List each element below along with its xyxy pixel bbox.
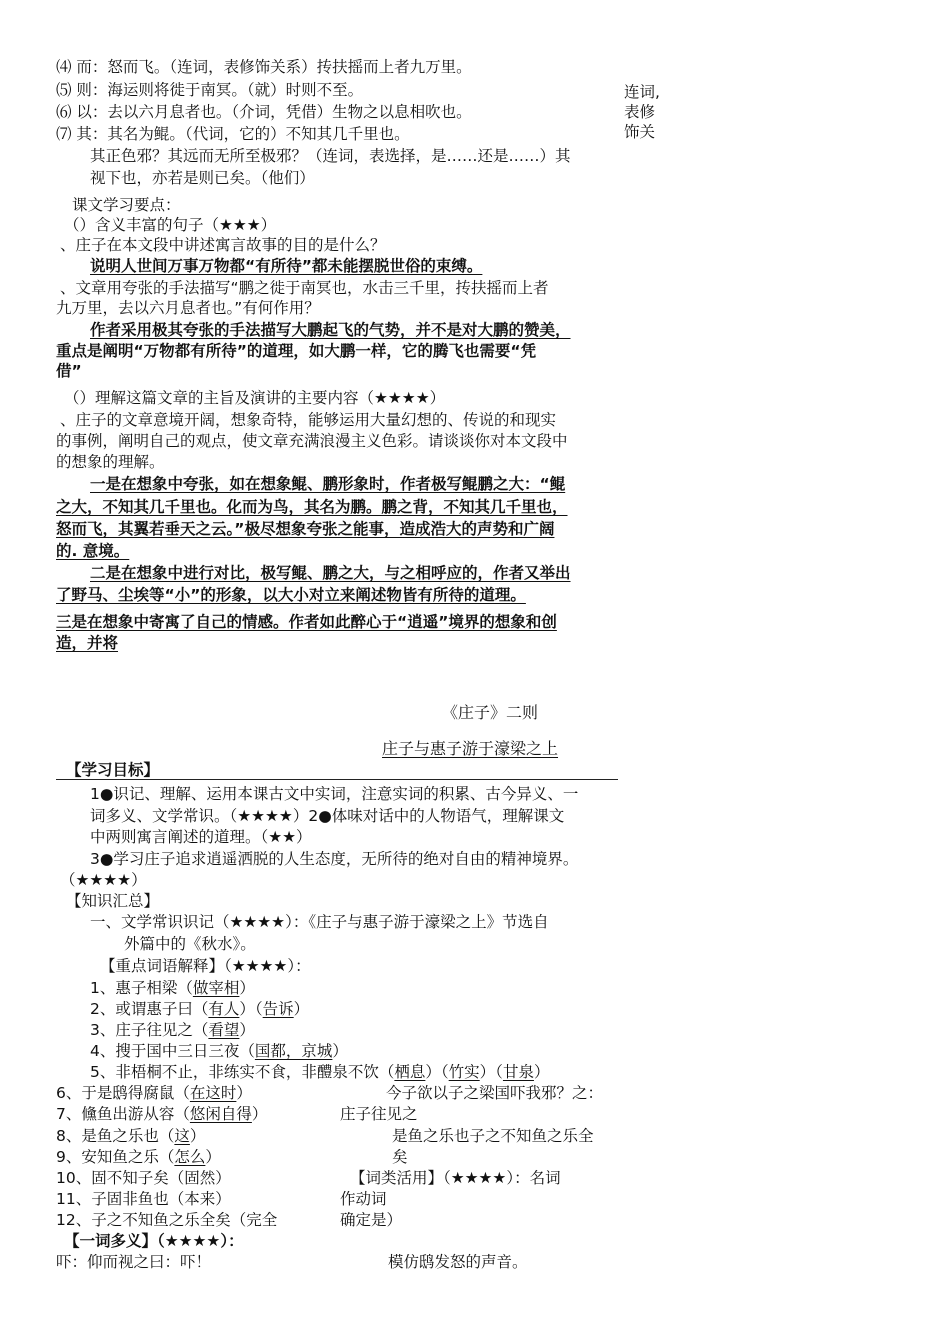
literature-line-1: 一、文学常识识记（★★★★）：《庄子与惠子游于濠梁之上》节选自 xyxy=(90,913,549,931)
section-title-1: （）含义丰富的句子（★★★） xyxy=(64,216,277,234)
word-item-11: 11、子固非鱼也（本来） xyxy=(56,1190,231,1208)
word-item-5: 5、非梧桐不止，非练实不食，非醴泉不饮（栖息）（竹实）（甘泉） xyxy=(90,1063,550,1081)
polysemy-heading: 【一词多义】（★★★★）： xyxy=(64,1232,244,1250)
right-col-line-6: 作动词 xyxy=(340,1190,387,1208)
side-note-3: 饰关 xyxy=(624,123,656,141)
word-item-3: 3、庄子往见之（看望） xyxy=(90,1021,255,1039)
text-line-qi-2: 其正色邪？其远而无所至极邪？（连词，表选择，是……还是……）其 xyxy=(90,147,571,165)
answer-3-line-4: 的. 意境。 xyxy=(56,542,130,560)
goal-line-4: 3●学习庄子追求逍遥洒脱的人生态度，无所待的绝对自由的精神境界。 xyxy=(90,850,579,868)
word-item-1: 1、惠子相梁（做宰相） xyxy=(90,979,255,997)
question-1: 、庄子在本文段中讲述寓言故事的目的是什么？ xyxy=(60,236,386,254)
key-words-heading: 【重点词语解释】（★★★★）： xyxy=(100,957,311,975)
question-3-line-1: 、庄子的文章意境开阔，想象奇特，能够运用大量幻想的、传说的和现实 xyxy=(60,411,557,429)
word-item-6: 6、于是鸱得腐鼠（在这时） xyxy=(56,1084,252,1102)
answer-3-line-2: 之大，不知其几千里也。化而为鸟，其名为鹏。鹏之背，不知其几千里也， xyxy=(56,498,568,516)
divider-line xyxy=(56,779,618,780)
answer-2-line-1: 作者采用极其夸张的手法描写大鹏起飞的气势，并不是对大鹏的赞美， xyxy=(90,321,571,339)
answer-5-line-2: 造，并将 xyxy=(56,634,119,652)
word-item-12: 12、子之不知鱼之乐全矣（完全 xyxy=(56,1211,278,1229)
right-col-line-2: 庄子往见之 xyxy=(340,1105,418,1123)
text-line-qi-3: 视下也，亦若是则已矣。（他们） xyxy=(90,169,315,187)
knowledge-heading: 【知识汇总】 xyxy=(66,892,160,910)
word-item-7: 7、儵鱼出游从容（悠闲自得） xyxy=(56,1105,268,1123)
right-col-line-4: 矣 xyxy=(392,1148,408,1166)
text-line-qi: ⑺ 其：其名为鲲。（代词，它的）不知其几千里也。 xyxy=(56,125,410,143)
lesson-subtitle: 庄子与惠子游于濠梁之上 xyxy=(382,739,559,758)
literature-line-2: 外篇中的《秋水》。 xyxy=(124,935,256,953)
text-line-ze: ⑸ 则：海运则将徙于南冥。（就）时则不至。 xyxy=(56,81,364,99)
polysemy-line-1: 吓：仰而视之曰：吓！ xyxy=(56,1253,212,1271)
section-title-2: （）理解这篇文章的主旨及演讲的主要内容（★★★★） xyxy=(64,389,446,407)
goal-line-2: 词多义、文学常识。（★★★★）2●体味对话中的人物语气，理解课文 xyxy=(90,807,565,825)
answer-3-line-1: 一是在想象中夸张，如在想象鲲、鹏形象时，作者极写鲲鹏之大：“鲲 xyxy=(90,475,566,493)
study-heading: 课文学习要点： xyxy=(72,196,181,214)
goal-line-5: （★★★★） xyxy=(60,871,147,889)
answer-2-line-2: 重点是阐明“万物都有所待”的道理，如大鹏一样，它的腾飞也需要“凭 xyxy=(56,342,537,360)
right-col-line-1: 今子欲以子之梁国吓我邪？之： xyxy=(386,1084,604,1102)
goal-line-1: 1●识记、理解、运用本课古文中实词，注意实词的积累、古今异义、一 xyxy=(90,785,579,803)
side-note-2: 表修 xyxy=(624,103,656,121)
goal-line-3: 中两则寓言阐述的道理。（★★） xyxy=(90,828,312,846)
text-line-yi: ⑹ 以：去以六月息者也。（介词，凭借）生物之以息相吹也。 xyxy=(56,103,472,121)
answer-3-line-3: 怒而飞，其翼若垂天之云。”极尽想象夸张之能事，造成浩大的声势和广阔 xyxy=(56,520,555,538)
answer-1: 说明人世间万事万物都“有所待”都未能摆脱世俗的束缚。 xyxy=(90,257,483,275)
right-col-line-7: 确定是） xyxy=(340,1211,403,1229)
question-3-line-2: 的事例，阐明自己的观点，使文章充满浪漫主义色彩。请谈谈你对本文段中 xyxy=(56,432,568,450)
answer-2-line-3: 借” xyxy=(56,362,82,380)
word-item-9: 9、安知鱼之乐（怎么） xyxy=(56,1148,221,1166)
polysemy-right-1: 模仿鸱发怒的声音。 xyxy=(388,1253,528,1271)
answer-4-line-2: 了野马、尘埃等“小”的形象，以大小对立来阐述物皆有所待的道理。 xyxy=(56,586,526,604)
question-2-line-1: 、文章用夸张的手法描写“鹏之徙于南冥也，水击三千里，抟扶摇而上者 xyxy=(60,279,549,297)
word-item-2: 2、或谓惠子曰（有人）（告诉） xyxy=(90,1000,310,1018)
right-col-line-3: 是鱼之乐也子之不知鱼之乐全 xyxy=(392,1127,594,1145)
question-3-line-3: 的想象的理解。 xyxy=(56,453,165,471)
text-line-er: ⑷ 而：怒而飞。（连词，表修饰关系）抟扶摇而上者九万里。 xyxy=(56,58,472,76)
part-of-speech-heading: 【词类活用】（★★★★）：名词 xyxy=(350,1169,561,1187)
answer-5-line-1: 三是在想象中寄寓了自己的情感。作者如此醉心于“逍遥”境界的想象和创 xyxy=(56,613,557,631)
word-item-8: 8、是鱼之乐也（这） xyxy=(56,1127,206,1145)
answer-4-line-1: 二是在想象中进行对比，极写鲲、鹏之大，与之相呼应的，作者又举出 xyxy=(90,564,571,582)
lesson-title: 《庄子》二则 xyxy=(442,703,539,722)
goals-heading: 【学习目标】 xyxy=(66,761,160,779)
side-note-1: 连词, xyxy=(624,83,660,101)
word-item-10: 10、固不知子矣（固然） xyxy=(56,1169,231,1187)
word-item-4: 4、搜于国中三日三夜（国都，京城） xyxy=(90,1042,348,1060)
question-2-line-2: 九万里，去以六月息者也。”有何作用？ xyxy=(56,299,320,317)
